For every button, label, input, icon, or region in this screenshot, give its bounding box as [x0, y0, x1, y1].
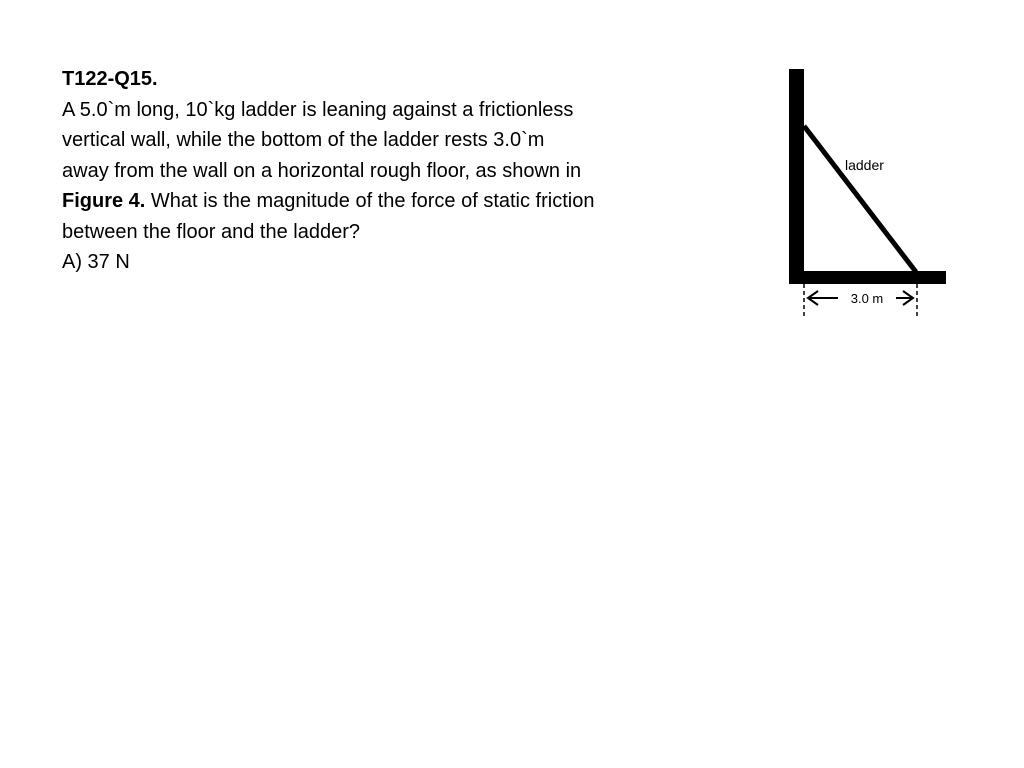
question-line-2: vertical wall, while the bottom of the ladder rests 3.0`m	[62, 129, 545, 151]
question-line-4	[62, 186, 712, 217]
question-line-1: A 5.0`m long, 10`kg ladder is leaning against a frictionless	[62, 98, 574, 121]
figure-reference: Figure 4.	[62, 190, 146, 212]
ladder-label: ladder	[845, 157, 884, 173]
question-text-block	[62, 64, 712, 278]
question-id: T122-Q15.	[62, 68, 158, 90]
ladder	[804, 126, 916, 272]
ladder-diagram	[780, 60, 960, 320]
floor	[789, 271, 946, 284]
question-line-3: away from the wall on a horizontal rough floor, as shown in	[62, 159, 582, 182]
question-line-4-rest: What is the magnitude of the force of static friction	[145, 190, 595, 212]
ladder-figure	[780, 60, 960, 320]
distance-label: 3.0 m	[850, 291, 884, 306]
question-line-5: between the floor and the ladder?	[62, 220, 360, 243]
answer-choice: A) 37 N	[62, 251, 130, 273]
wall	[789, 69, 804, 284]
